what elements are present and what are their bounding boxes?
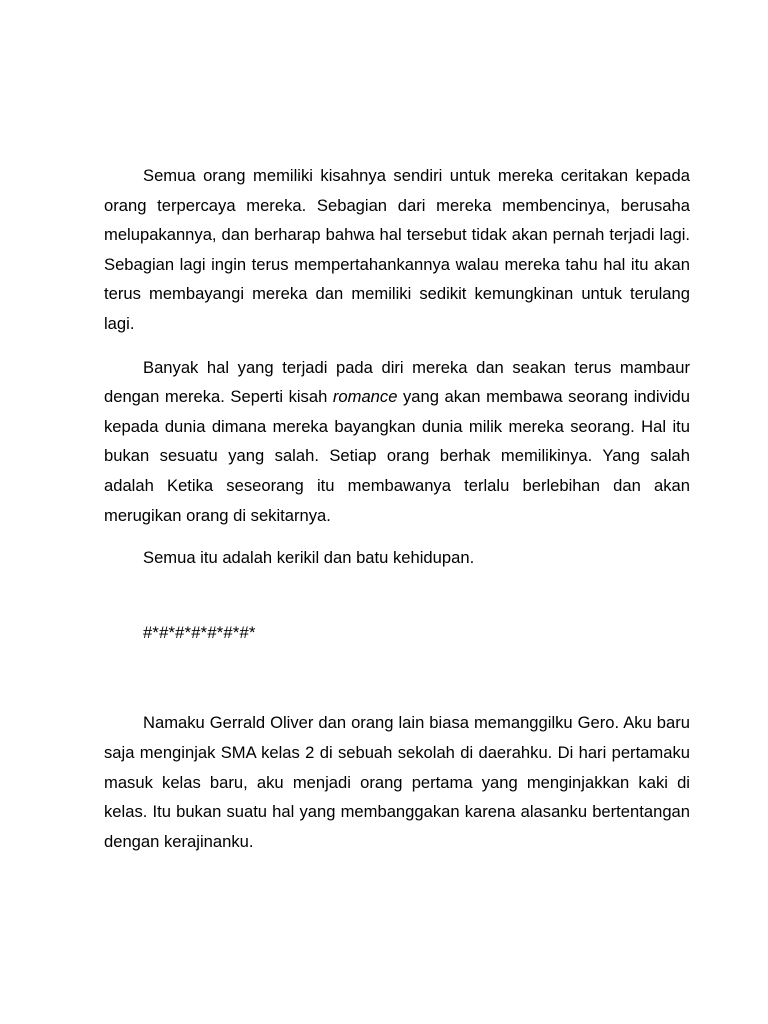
italic-word-romance: romance [332, 387, 398, 407]
paragraph-intro: Semua orang memiliki kisahnya sendiri untuk mereka ceritakan kepada orang terpercaya mereka. Sebagian dari mereka membencinya, berusaha melupakannya, dan berharap bahwa hal tersebut tidak akan pernah terjadi lagi. Sebagian lagi ingin terus mempertahankannya walau mereka tahu hal itu akan terus membayangi mereka dan memiliki sedikit kemungkinan untuk terulang lagi. [104, 166, 690, 333]
document-page [104, 161, 690, 856]
paragraph-romance-text-start: Banyak hal yang terjadi pada diri mereka dan seakan terus mambaur dengan mereka. Seperti kisah [104, 357, 690, 407]
paragraph-kerikil: Semua itu adalah kerikil dan batu kehidupan. [143, 548, 475, 568]
paragraph-romance-text-end: yang akan membawa seorang individu kepada dunia dimana mereka bayangkan dunia milik mereka seorang. Hal itu bukan sesuatu yang salah. Setiap orang berhak memilikinya. Yang salah adalah Ketika seseorang itu membawanya terlalu berlebihan dan akan merugikan orang di sekitarnya. [104, 387, 690, 525]
paragraph-romance [104, 353, 690, 531]
section-separator: #*#*#*#*#*#*#* [143, 622, 256, 642]
paragraph-gerrald: Namaku Gerrald Oliver dan orang lain biasa memanggilku Gero. Aku baru saja menginjak SMA kelas 2 di sebuah sekolah di daerahku. Di hari pertamaku masuk kelas baru, aku menjadi orang pertama yang menginjakkan kaki di kelas. Itu bukan suatu hal yang membanggakan karena alasanku bertentangan dengan kerajinanku. [104, 713, 690, 851]
